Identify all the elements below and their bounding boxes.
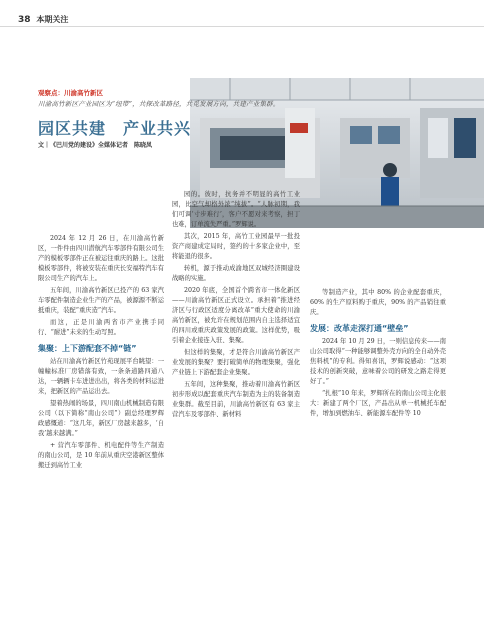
section-heading: 发展：改革走深打通“壁垒” — [310, 324, 409, 333]
subtitle: 川渝高竹新区产业园区为“纽带”，共探改革路径，共觅发展方向，共建产业集群。 — [38, 100, 280, 108]
section-name: 本期关注 — [36, 15, 69, 24]
paragraph: 等制造产业，其中 80% 的企业配套重庆，60% 的生产原料购于重庆，90% 的产品销往重庆。 — [310, 289, 446, 316]
paragraph: 转机，源于推动成渝地区双城经济圈建设战略的实施。 — [172, 265, 300, 282]
page-number: 38 — [18, 15, 31, 25]
column-2 — [172, 190, 300, 422]
paragraph: + 营汽车零部件、机电配件等生产制造的南山公司，是 10 年前从重庆空港新区整体搬迁到高竹工业 — [38, 442, 164, 469]
byline: 文｜《巴川党的建设》全媒体记者 陈晓凤 — [38, 142, 153, 149]
paragraph: 2024 年 12 月 26 日，在川渝高竹新区，一件件由四川潜航汽车零部件有限公司生产的模板零部件正在被运往重庆的路上。这批模板零部件，将被安装在重庆长安福特汽车有限公司生产的汽车上。 — [38, 235, 164, 282]
column-1 — [38, 234, 164, 473]
kicker: 观察点：川渝高竹新区 — [38, 89, 103, 97]
paragraph: 站在川渝高竹新区竹苑现展平台眺望：一幢幢标准厂房错落有致，一条条道路四通八达，一辆辆卡车进进出出，将各类的材料运进来，把新区的产品运出去。 — [38, 358, 164, 395]
column-3 — [310, 288, 446, 421]
paragraph: 园的。彼时，抗务并不明显的高竹工业园，比空气却格外浓“纯拔”。“人脉初期，我们可调‘寸步难行’，客户不愿对来考察，担丁也难，订单流失严重。”罗辉说。 — [172, 191, 300, 228]
paragraph: 五年间，川渝高竹新区已投产的 63 家汽车零配件制造企业生产的产品，被源源不断运抵重庆，装配“重庆造”汽车。 — [38, 287, 164, 314]
header-divider — [0, 26, 484, 27]
paragraph: 望着热闹的场景，四川南山机械制造有限公司（以下简称“南山公司”）副总经理罗辉政感慨道：“这几年，新区厂房越来越多，‘自我’越来越满。” — [38, 400, 164, 437]
paragraph: 2020 年底，全国首个跨省市一体化新区——川渝高竹新区正式设立。承担着“推进经济区与行政区适度分离改革”重大使命的川渝高竹新区，被允许在规划范围内自主选择适宜的四川或重庆政策发展的政策。这样优势，吸引着企业接连入驻、集聚。 — [172, 287, 300, 344]
paragraph: 但这样的集聚，才是符合川渝高竹新区产业发展的集聚？要打破简单的物理集聚，强化产业链上下游配套企业集聚。 — [172, 349, 300, 376]
paragraph: 五年间，这种集聚，推动着川渝高竹新区初步形成以配套重庆汽车制造为主的装备制造业集群。截至目前，川渝高竹新区有 63 家主营汽车及零部件、新材料 — [172, 381, 300, 418]
paragraph: “扎根”10 年来，罗辉所在的南山公司主化很大：新建了两个厂区，产品出从单一机械托车配件，增加到燃油车、新能源车配件等 10 — [310, 390, 446, 417]
paragraph: 其次，2015 年，高竹工业园最早一批投资产商建成定局时，签约的十多家企业中，至将能退的很多。 — [172, 233, 300, 260]
paragraph: 2024 年 10 月 29 日，一则信息传来——南山公司取得“一种能够调整外壳方向的全自动外壳焦料机”的专利。得知喜讯，罗辉说感动：“这项技术的创新突破，意味着公司的研发之路走得更好了。” — [310, 338, 446, 385]
article-title: 园区共建 产业共兴 — [38, 119, 192, 138]
page-header — [18, 14, 68, 25]
paragraph: 而这，正是川渝两省市产业携手同行、“耐进”未来的生动写照。 — [38, 319, 164, 336]
section-heading: 集聚：上下游配套不掉“链” — [38, 344, 137, 353]
